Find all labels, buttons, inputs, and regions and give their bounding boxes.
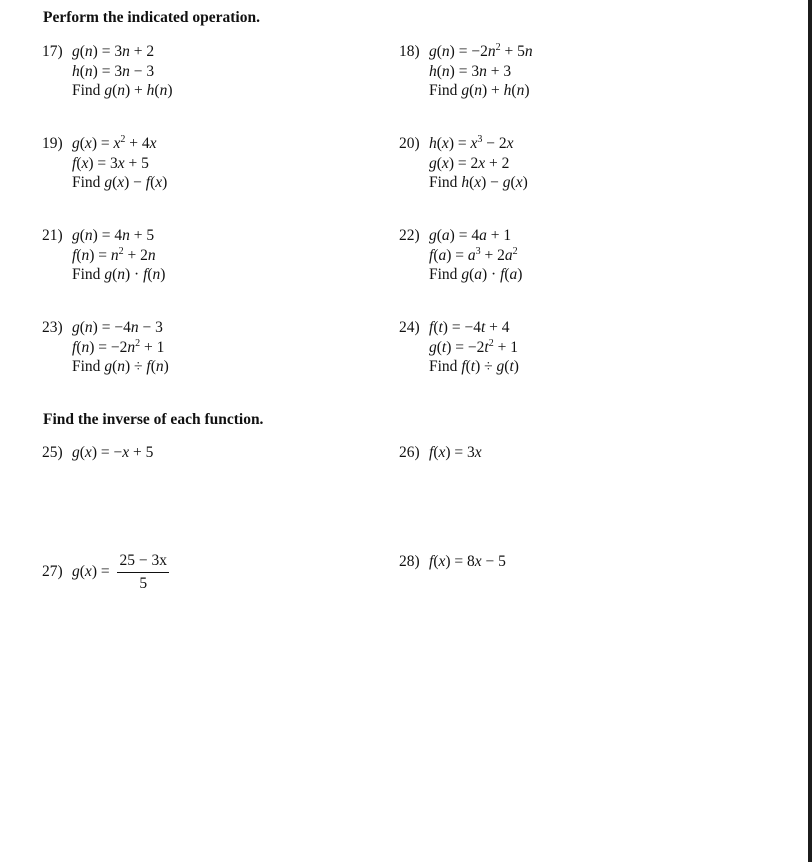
fraction-numerator: 25 − 3x	[117, 552, 169, 573]
problem-27	[42, 552, 169, 593]
problem-number: 18)	[399, 43, 420, 60]
problem-number: 20)	[399, 135, 420, 152]
problem-number: 27)	[42, 563, 63, 580]
equation-line: g(x) = 2x + 2	[429, 154, 510, 172]
problem-number: 28)	[399, 553, 420, 570]
equation-line: Find g(x) − f(x)	[72, 174, 168, 191]
problem-19	[42, 134, 167, 193]
equation-line: Find f(t) ÷ g(t)	[429, 358, 519, 375]
operations-heading: Perform the indicated operation.	[43, 9, 260, 26]
inverse-heading: Find the inverse of each function.	[43, 411, 264, 428]
problem-number: 26)	[399, 444, 420, 461]
problem-number: 23)	[42, 319, 63, 336]
equation-line: Find g(n) + h(n)	[429, 82, 530, 99]
problem-number: 25)	[42, 444, 63, 461]
equation-line: g(n) = 4n + 5	[72, 227, 155, 244]
equation-line: $g(t) = -2t^2 + 1$	[429, 337, 518, 356]
equation-line: f(x) = 3x	[429, 444, 482, 461]
equation-line: f(t) = −4t + 4	[429, 319, 510, 336]
problem-21	[42, 226, 165, 285]
problem-28	[399, 552, 506, 572]
equation-line: $g(n) = -2n^2 + 5n$	[429, 42, 533, 60]
equation-line: $f(a) = a^3 + 2a^2$	[429, 245, 518, 264]
problem-number: 19)	[42, 135, 63, 152]
equation-line: h(n) = 3n − 3	[72, 62, 155, 80]
equation-line: Find g(n) · f(n)	[72, 266, 166, 283]
page-right-border	[808, 0, 812, 862]
equation-line: g(n) = −4n − 3	[72, 319, 163, 336]
problem-number: 17)	[42, 43, 63, 60]
problem-17	[42, 42, 172, 101]
equation-line: $g(x) = x^2 + 4x$	[72, 134, 157, 152]
equation-line: Find h(x) − g(x)	[429, 174, 528, 191]
equation-line: Find g(n) ÷ f(n)	[72, 358, 169, 375]
fraction	[117, 552, 169, 593]
equation-line: h(n) = 3n + 3	[429, 62, 512, 80]
problem-number: 24)	[399, 319, 420, 336]
equation-line: g(x) = $\frac{25 - 3x}{5}$	[72, 552, 167, 592]
equation-line: g(n) = 3n + 2	[72, 43, 155, 60]
problem-22	[399, 226, 522, 285]
equation-line: Find g(n) + h(n)	[72, 82, 173, 99]
problem-18	[399, 42, 533, 101]
equation-line: f(x) = 8x − 5	[429, 553, 506, 570]
equation-line: Find g(a) · f(a)	[429, 266, 523, 283]
problem-26	[399, 443, 482, 463]
fraction-denominator: 5	[139, 575, 148, 592]
equation-line: f(x) = 3x + 5	[72, 154, 149, 172]
equation-line: $f(n) = n^2 + 2n$	[72, 245, 156, 264]
problem-20	[399, 134, 528, 193]
equation-line: $f(n) = -2n^2 + 1$	[72, 337, 165, 356]
equation-line: g(x) = −x + 5	[72, 444, 154, 461]
problem-25	[42, 443, 153, 463]
equation-line: g(a) = 4a + 1	[429, 227, 512, 244]
problem-number: 21)	[42, 227, 63, 244]
problem-23	[42, 318, 169, 377]
problem-number: 22)	[399, 227, 420, 244]
equation-line: $h(x) = x^3 - 2x$	[429, 134, 514, 152]
problem-24	[399, 318, 519, 377]
